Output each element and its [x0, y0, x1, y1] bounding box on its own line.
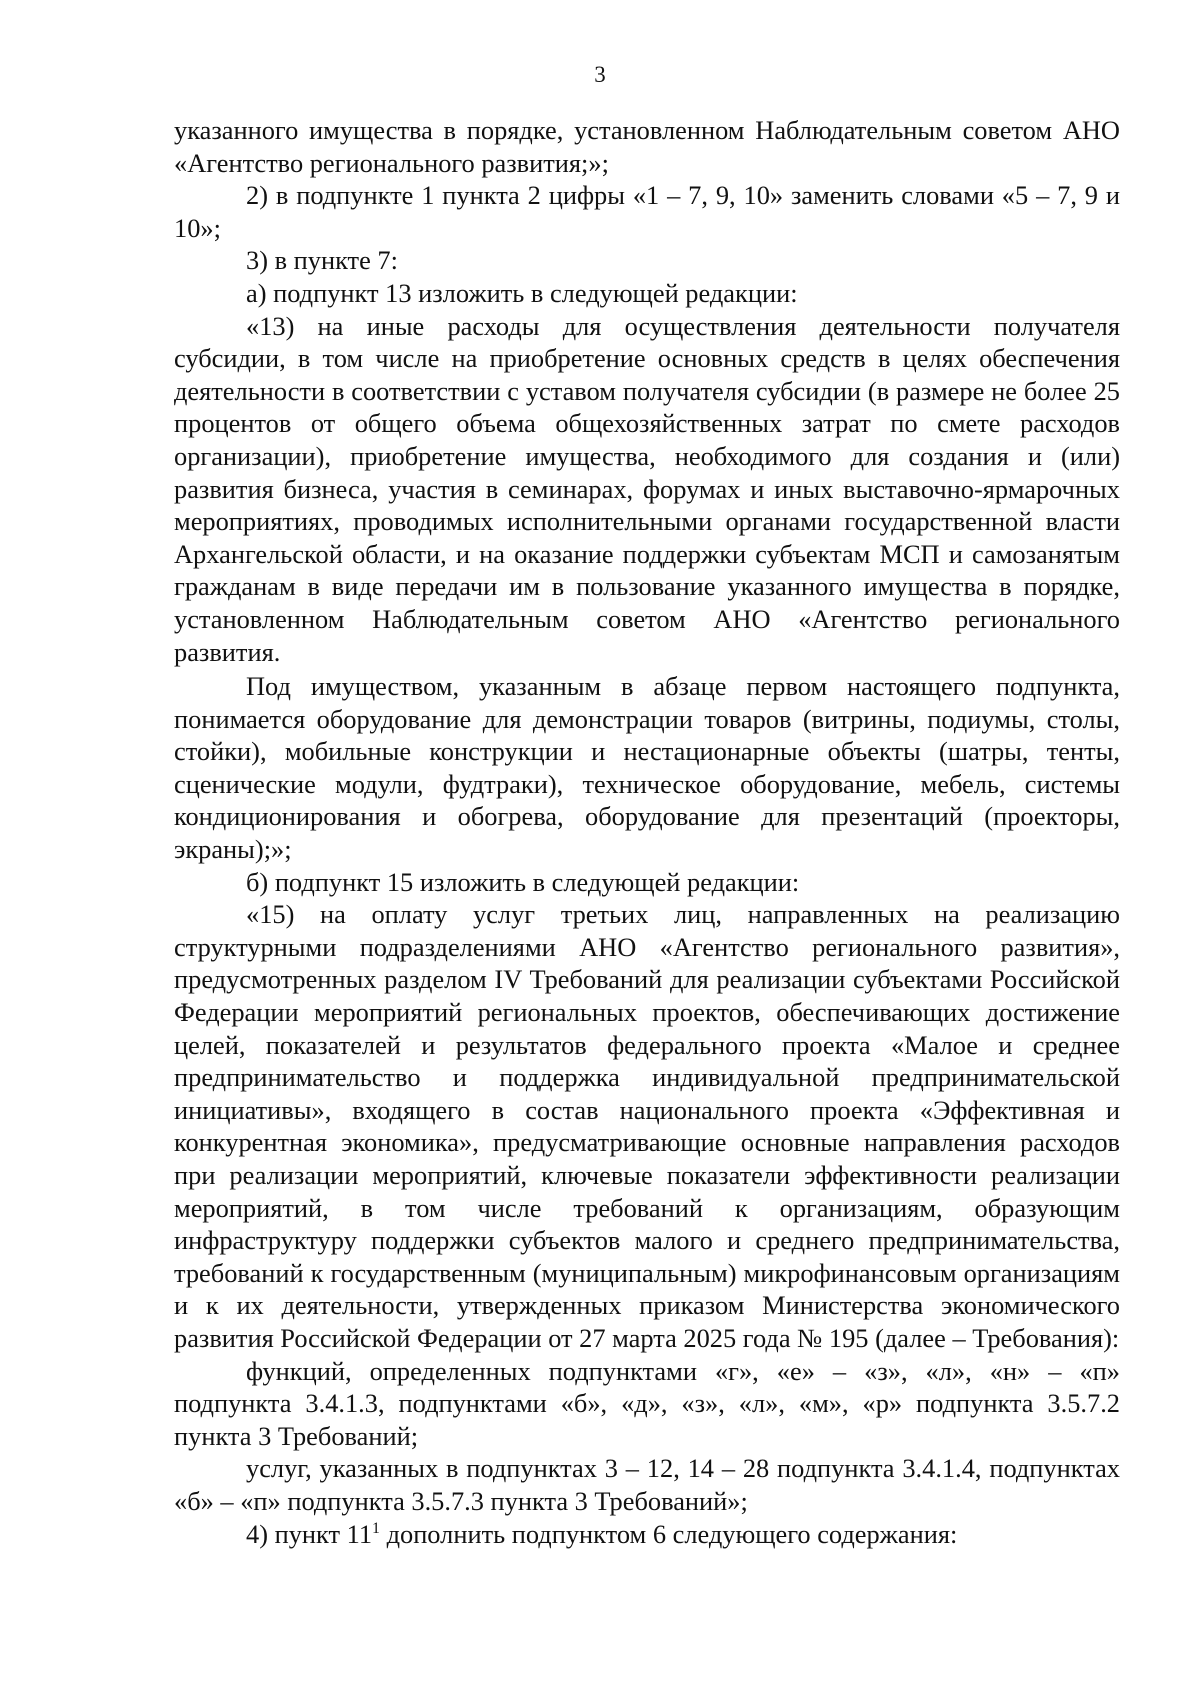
- paragraph-text-after: дополнить подпунктом 6 следующего содержания:: [379, 1518, 958, 1549]
- paragraph: указанного имущества в порядке, установленном Наблюдательным советом АНО «Агентство регионального развития;»;: [174, 115, 1120, 178]
- paragraph: 2) в подпункте 1 пункта 2 цифры «1 – 7, 9, 10» заменить словами «5 – 7, 9 и 10»;: [174, 180, 1120, 243]
- paragraph: функций, определенных подпунктами «г», «е» – «з», «л», «н» – «п» подпункта 3.4.1.3, подпунктами «б», «д», «з», «л», «м», «р» подпункта 3.5.7.2 пункта 3 Требований;: [174, 1355, 1120, 1451]
- paragraph: «15) на оплату услуг третьих лиц, направленных на реализацию структурными подразделениями АНО «Агентство регионального развития», предусмотренных разделом IV Требований для реализации субъектами Российской Федерации мероприятий региональных проектов, обеспечивающих достижение целей, показателей и результатов федерального проекта «Малое и среднее предпринимательство и поддержка индивидуальной предпринимательской инициативы», входящего в состав национального проекта «Эффективная и конкурентная экономика», предусматривающие основные направления расходов при реализации мероприятий, ключевые показатели эффективности реализации мероприятий, в том числе требований к организациям, образующим инфраструктуру поддержки субъектов малого и среднего предпринимательства, требований к государственным (муниципальным) микрофинансовым организациям и к их деятельности, утвержденных приказом Министерства экономического развития Российской Федерации от 27 марта 2025 года № 195 (далее – Требования):: [174, 899, 1120, 1353]
- paragraph: 3) в пункте 7:: [246, 245, 398, 276]
- page-number: 3: [594, 62, 606, 87]
- superscript-index: 1: [372, 1519, 380, 1537]
- paragraph: б) подпункт 15 изложить в следующей редакции:: [246, 866, 800, 897]
- paragraph: а) подпункт 13 изложить в следующей редакции:: [246, 277, 798, 308]
- document-body: [174, 114, 1120, 1550]
- paragraph: услуг, указанных в подпунктах 3 – 12, 14 – 28 подпункта 3.4.1.4, подпунктах «б» – «п» подпункта 3.5.7.3 пункта 3 Требований»;: [174, 1453, 1120, 1516]
- paragraph-last: [174, 1518, 1120, 1551]
- paragraph: Под имуществом, указанным в абзаце первом настоящего подпункта, понимается оборудование для демонстрации товаров (витрины, подиумы, столы, стойки), мобильные конструкции и нестационарные объекты (шатры, тенты, сценические модули, фудтраки), техническое оборудование, мебель, системы кондиционирования и обогрева, оборудование для презентаций (проекторы, экраны);»;: [174, 671, 1120, 865]
- paragraph: «13) на иные расходы для осуществления деятельности получателя субсидии, в том числе на приобретение основных средств в целях обеспечения деятельности в соответствии с уставом получателя субсидии (в размере не более 25 процентов от общего объема общехозяйственных затрат по смете расходов организации), приобретение имущества, необходимого для создания и (или) развития бизнеса, участия в семинарах, форумах и иных выставочно-ярмарочных мероприятиях, проводимых исполнительными органами государственной власти Архангельской области, и на оказание поддержки субъектам МСП и самозанятым гражданам в виде передачи им в пользование указанного имущества в порядке, установленном Наблюдательным советом АНО «Агентство регионального развития.: [174, 310, 1120, 667]
- paragraph-text-before: 4) пункт 11: [246, 1518, 373, 1549]
